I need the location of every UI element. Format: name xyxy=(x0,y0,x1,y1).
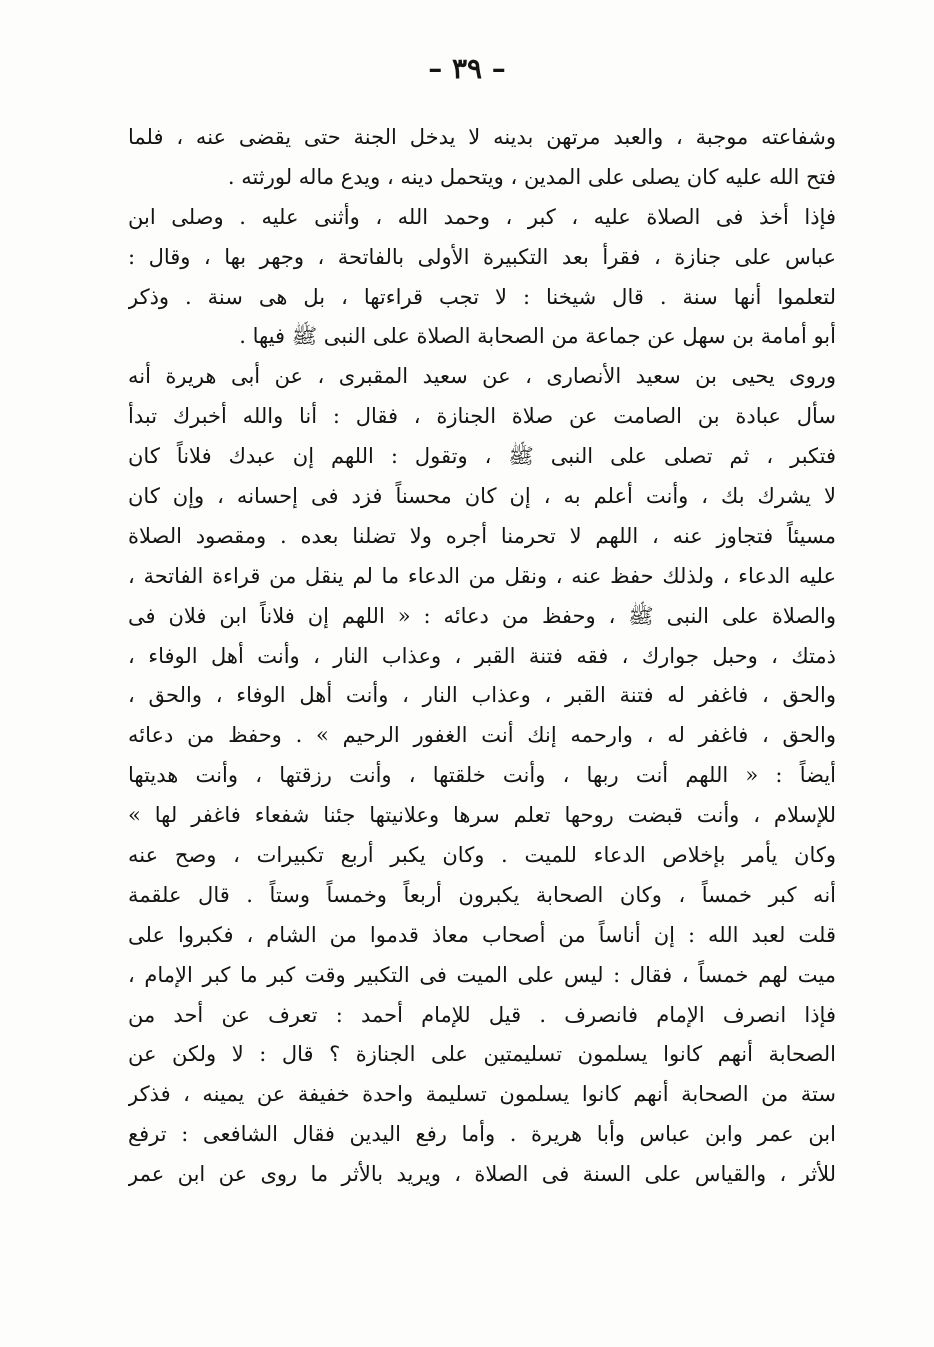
text-line: والصلاة على النبى ﷺ ، وحفظ من دعائه : « اللهم إن فلاناً ابن فلان فى xyxy=(128,603,836,628)
text-line: أنه كبر خمساً ، وكان الصحابة يكبرون أربعاً وخمساً وستاً . قال علقمة xyxy=(128,882,836,907)
text-line: والحق ، فاغفر له ، وارحمه إنك أنت الغفور الرحيم » . وحفظ من دعائه xyxy=(128,723,836,748)
text-line: أيضاً : « اللهم أنت ربها ، وأنت خلقتها ، وأنت رزقتها ، وأنت هديتها xyxy=(128,763,836,788)
text-line: للأثر ، والقياس على السنة فى الصلاة ، ويريد بالأثر ما روى عن ابن عمر xyxy=(128,1162,836,1187)
text-line: وكان يأمر بإخلاص الدعاء للميت . وكان يكبر أربع تكبيرات ، وصح عنه xyxy=(128,843,836,868)
text-line: ميت لهم خمساً ، فقال : ليس على الميت فى التكبير وقت كبر ما كبر الإمام ، xyxy=(128,962,836,987)
text-line: فإذا انصرف الإمام فانصرف . قيل للإمام أحمد : تعرف عن أحد من xyxy=(128,1002,836,1027)
text-line: والحق ، فاغفر له فتنة القبر ، وعذاب النار ، وأنت أهل الوفاء ، والحق ، xyxy=(128,683,836,708)
text-line: ذمتك ، وحبل جوارك ، فقه فتنة القبر ، وعذاب النار ، وأنت أهل الوفاء ، xyxy=(128,643,836,668)
text-line: قلت لعبد الله : إن أناساً من أصحاب معاذ قدموا من الشام ، فكبروا على xyxy=(128,922,836,947)
text-line: أبو أمامة بن سهل عن جماعة من الصحابة الصلاة على النبى ﷺ فيها . xyxy=(239,324,836,349)
text-line: ابن عمر وابن عباس وأبا هريرة . وأما رفع اليدين فقال الشافعى : ترفع xyxy=(128,1122,836,1147)
text-line: لا يشرك بك ، وأنت أعلم به ، إن كان محسناً فزد فى إحسانه ، وإن كان xyxy=(128,484,836,509)
text-line: فتكبر ، ثم تصلى على النبى ﷺ ، وتقول : اللهم إن عبدك فلاناً كان xyxy=(128,444,836,469)
text-line: للإسلام ، وأنت قبضت روحها تعلم سرها وعلانيتها جئنا شفعاء فاغفر لها » xyxy=(128,803,836,828)
text-line: ستة من الصحابة أنهم كانوا يسلمون تسليمة واحدة خفيفة عن يمينه ، فذكر xyxy=(128,1082,836,1107)
text-line: مسيئاً فتجاوز عنه ، اللهم لا تحرمنا أجره ولا تضلنا بعده . ومقصود الصلاة xyxy=(128,523,836,548)
body-text xyxy=(128,118,836,1195)
text-line: الصحابة أنهم كانوا يسلمون تسليمتين على الجنازة ؟ قال : لا ولكن عن xyxy=(128,1042,836,1067)
text-line: سأل عبادة بن الصامت عن صلاة الجنازة ، فقال : أنا والله أخبرك تبدأ xyxy=(128,404,836,429)
text-line: فإذا أخذ فى الصلاة عليه ، كبر ، وحمد الله ، وأثنى عليه . وصلى ابن xyxy=(128,204,836,229)
text-line: وشفاعته موجبة ، والعبد مرتهن بدينه لا يدخل الجنة حتى يقضى عنه ، فلما xyxy=(128,125,836,149)
text-line: لتعلموا أنها سنة . قال شيخنا : لا تجب قراءتها ، بل هى سنة . وذكر xyxy=(128,284,836,309)
text-line: عباس على جنازة ، فقرأ بعد التكبيرة الأولى بالفاتحة ، وجهر بها ، وقال : xyxy=(128,244,836,269)
text-line: وروى يحيى بن سعيد الأنصارى ، عن سعيد المقبرى ، عن أبى هريرة أنه xyxy=(128,364,836,389)
text-line: فتح الله عليه كان يصلى على المدين ، ويتحمل دينه ، ويدع ماله لورثته . xyxy=(227,164,836,189)
text-line: عليه الدعاء ، ولذلك حفظ عنه ، ونقل من الدعاء ما لم ينقل من قراءة الفاتحة ، xyxy=(128,563,836,588)
page-number: – ٣٩ – xyxy=(428,52,506,85)
